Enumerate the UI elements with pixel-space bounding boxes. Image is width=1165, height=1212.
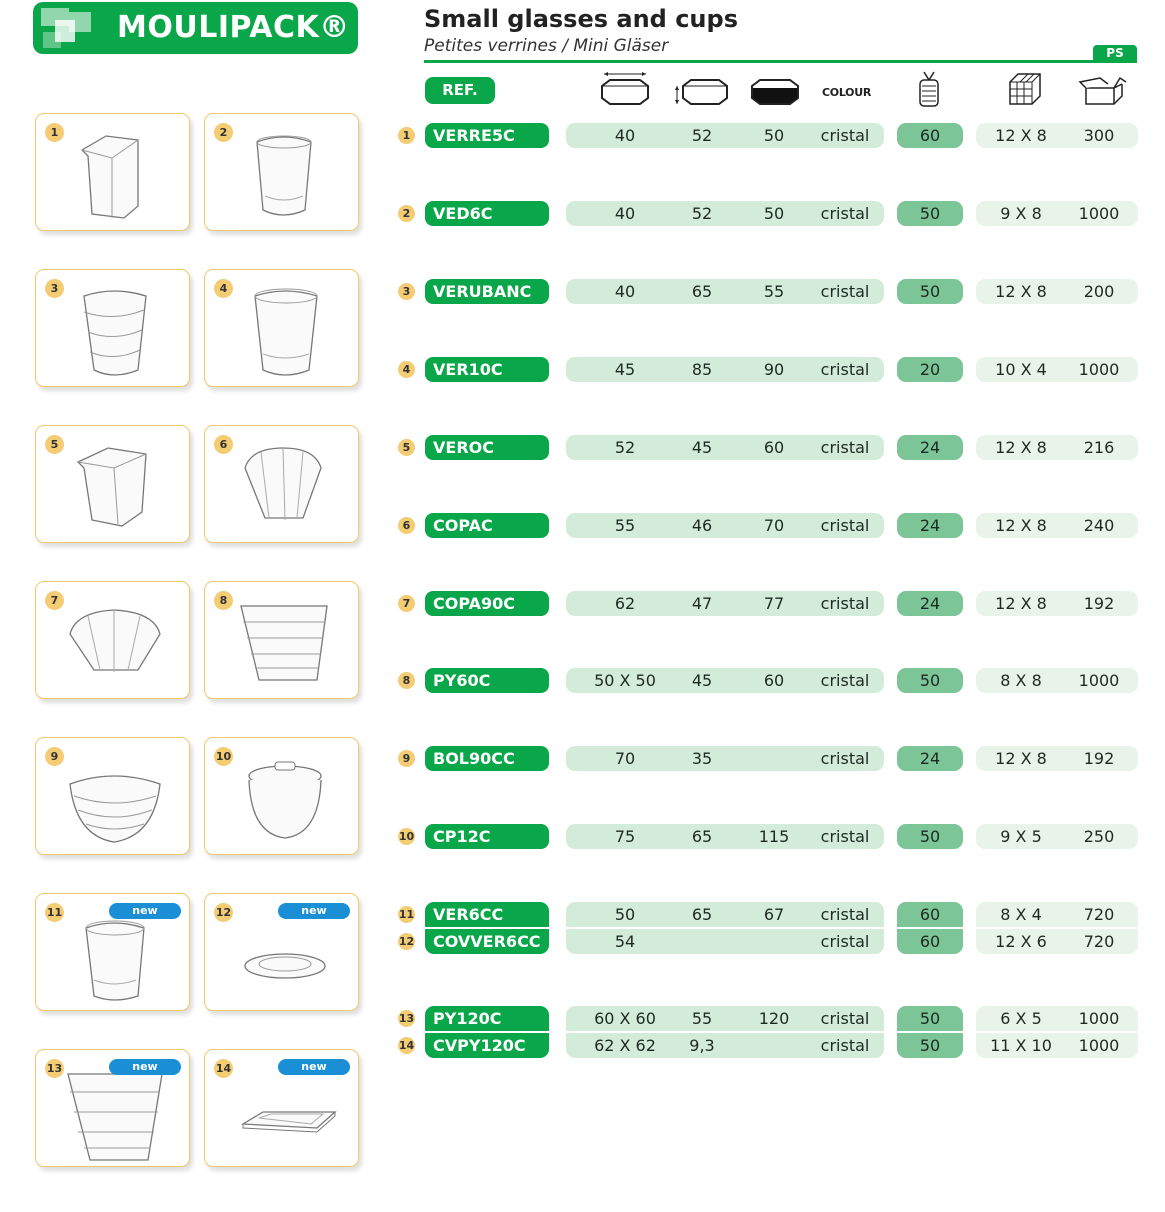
- colour-value: cristal: [820, 905, 870, 924]
- packing-cell: [976, 357, 1138, 382]
- dimension-height: 65: [691, 827, 713, 846]
- product-card: [204, 737, 359, 855]
- units-per-box: 1000: [1078, 204, 1120, 223]
- product-illustration: [62, 438, 172, 542]
- product-card: [35, 269, 190, 387]
- product-illustration: [231, 1062, 341, 1166]
- colour-value: cristal: [820, 749, 870, 768]
- row-number: 2: [398, 205, 415, 222]
- dimension-height: 65: [691, 905, 713, 924]
- stack-quantity: 60: [897, 902, 963, 927]
- dimension-volume: 60: [763, 671, 785, 690]
- product-ref: COPAC: [425, 513, 549, 538]
- carton-layout: 12 X 8: [995, 594, 1047, 613]
- product-ref: PY60C: [425, 668, 549, 693]
- units-per-box: 192: [1083, 749, 1115, 768]
- dimensions-cell: [566, 513, 884, 538]
- stack-quantity: 60: [897, 929, 963, 954]
- units-per-box: 200: [1083, 282, 1115, 301]
- product-ref: BOL90CC: [425, 746, 549, 771]
- width-dimension-icon: [598, 70, 652, 110]
- stack-quantity: 50: [897, 201, 963, 226]
- dimensions-cell: [566, 435, 884, 460]
- stack-quantity: 50: [897, 1033, 963, 1058]
- card-number: 7: [45, 591, 64, 610]
- row-number: 13: [398, 1012, 415, 1025]
- dimensions-cell: [566, 929, 884, 954]
- dimensions-cell: [566, 1033, 884, 1058]
- product-card: [35, 425, 190, 543]
- dimension-height: 52: [691, 204, 713, 223]
- dimension-height: 35: [691, 749, 713, 768]
- dimension-volume: 70: [763, 516, 785, 535]
- dimension-volume: 120: [758, 1009, 790, 1028]
- new-badge: new: [109, 1059, 181, 1075]
- stack-quantity: 50: [897, 1006, 963, 1031]
- dimension-width: 40: [614, 126, 636, 145]
- card-number: 6: [214, 435, 233, 454]
- colour-value: cristal: [820, 516, 870, 535]
- packing-cell: [976, 902, 1138, 927]
- row-number: 1: [398, 127, 415, 144]
- packing-cell: [976, 668, 1138, 693]
- card-number: 8: [214, 591, 233, 610]
- product-ref: VER10C: [425, 357, 549, 382]
- product-ref: CP12C: [425, 824, 549, 849]
- product-card: [35, 893, 190, 1011]
- product-card: [204, 269, 359, 387]
- carton-layout: 6 X 5: [1000, 1009, 1042, 1028]
- stack-quantity: 24: [897, 746, 963, 771]
- packing-cell: [976, 591, 1138, 616]
- packing-cell: [976, 824, 1138, 849]
- product-illustration: [231, 282, 341, 386]
- units-per-box: 192: [1083, 594, 1115, 613]
- product-illustration: [231, 126, 341, 230]
- packing-cell: [976, 201, 1138, 226]
- product-card: [204, 425, 359, 543]
- brand-logo: [33, 2, 358, 54]
- dimensions-cell: [566, 902, 884, 927]
- units-per-box: 240: [1083, 516, 1115, 535]
- product-card: [204, 113, 359, 231]
- open-box-icon: [1078, 70, 1128, 110]
- product-card: [35, 581, 190, 699]
- dimension-width: 55: [614, 516, 636, 535]
- colour-value: cristal: [820, 204, 870, 223]
- product-ref: VER6CC: [425, 902, 549, 927]
- carton-layout: 11 X 10: [990, 1036, 1052, 1055]
- carton-layout: 9 X 8: [1000, 204, 1042, 223]
- carton-layout: 12 X 8: [995, 126, 1047, 145]
- dimension-width: 40: [614, 282, 636, 301]
- page-title: Small glasses and cups: [424, 5, 738, 33]
- units-per-box: 300: [1083, 126, 1115, 145]
- colour-value: cristal: [820, 594, 870, 613]
- dimensions-cell: [566, 591, 884, 616]
- card-number: 1: [45, 123, 64, 142]
- dimensions-cell: [566, 201, 884, 226]
- dimension-height: 45: [691, 671, 713, 690]
- stack-quantity: 24: [897, 435, 963, 460]
- row-number: 4: [398, 361, 415, 378]
- stack-quantity: 50: [897, 668, 963, 693]
- row-number: 6: [398, 517, 415, 534]
- product-card: [35, 113, 190, 231]
- carton-layout: 8 X 4: [1000, 905, 1042, 924]
- dimension-volume: 50: [763, 204, 785, 223]
- dimensions-cell: [566, 746, 884, 771]
- dimension-width: 45: [614, 360, 636, 379]
- row-number: 3: [398, 283, 415, 300]
- card-number: 13: [45, 1059, 64, 1078]
- carton-layout: 9 X 5: [1000, 827, 1042, 846]
- row-number: 10: [398, 830, 415, 843]
- packing-cell: [976, 279, 1138, 304]
- material-badge: PS: [1093, 45, 1137, 62]
- product-card: [204, 581, 359, 699]
- packing-cell: [976, 746, 1138, 771]
- product-ref: PY120C: [425, 1006, 549, 1031]
- product-ref: VEROC: [425, 435, 549, 460]
- colour-value: cristal: [820, 932, 870, 951]
- product-card: [204, 893, 359, 1011]
- brand-name: MOULIPACK®: [117, 10, 350, 45]
- stack-quantity: 20: [897, 357, 963, 382]
- dimension-width: 62: [614, 594, 636, 613]
- product-illustration: [231, 438, 341, 542]
- stack-quantity: 50: [897, 279, 963, 304]
- dimension-height: 47: [691, 594, 713, 613]
- packing-cell: [976, 435, 1138, 460]
- ref-column-header: REF.: [425, 77, 495, 104]
- new-badge: new: [109, 903, 181, 919]
- dimension-width: 50 X 50: [594, 671, 656, 690]
- volume-icon: [748, 70, 802, 110]
- packing-cell: [976, 513, 1138, 538]
- colour-value: cristal: [820, 671, 870, 690]
- row-number: 9: [398, 750, 415, 767]
- dimension-volume: 67: [763, 905, 785, 924]
- product-illustration: [62, 126, 172, 230]
- dimension-volume: 90: [763, 360, 785, 379]
- card-number: 9: [45, 747, 64, 766]
- carton-layout: 12 X 6: [995, 932, 1047, 951]
- carton-layout: 10 X 4: [995, 360, 1047, 379]
- product-illustration: [62, 1062, 172, 1166]
- units-per-box: 1000: [1078, 1036, 1120, 1055]
- units-per-box: 216: [1083, 438, 1115, 457]
- product-illustration: [231, 906, 341, 1010]
- product-card: [35, 1049, 190, 1167]
- dimensions-cell: [566, 279, 884, 304]
- stack-quantity: 24: [897, 513, 963, 538]
- colour-value: cristal: [820, 438, 870, 457]
- carton-layout: 12 X 8: [995, 282, 1047, 301]
- dimension-volume: 77: [763, 594, 785, 613]
- dimension-width: 52: [614, 438, 636, 457]
- dimension-height: 55: [691, 1009, 713, 1028]
- carton-layout: 12 X 8: [995, 516, 1047, 535]
- dimensions-cell: [566, 668, 884, 693]
- packing-cell: [976, 1006, 1138, 1031]
- dimension-height: 65: [691, 282, 713, 301]
- row-number: 12: [398, 935, 415, 948]
- dimensions-cell: [566, 824, 884, 849]
- units-per-box: 1000: [1078, 1009, 1120, 1028]
- dimensions-cell: [566, 1006, 884, 1031]
- card-number: 5: [45, 435, 64, 454]
- card-number: 10: [214, 747, 233, 766]
- card-number: 12: [214, 903, 233, 922]
- new-badge: new: [278, 1059, 350, 1075]
- product-illustration: [62, 750, 172, 854]
- packing-cell: [976, 929, 1138, 954]
- dimension-width: 54: [614, 932, 636, 951]
- colour-value: cristal: [820, 360, 870, 379]
- dimension-width: 40: [614, 204, 636, 223]
- product-ref: VED6C: [425, 201, 549, 226]
- dimension-volume: 50: [763, 126, 785, 145]
- dimensions-cell: [566, 357, 884, 382]
- dimensions-cell: [566, 123, 884, 148]
- carton-layout: 12 X 8: [995, 438, 1047, 457]
- stack-quantity: 50: [897, 824, 963, 849]
- dimension-width: 75: [614, 827, 636, 846]
- dimension-height: 52: [691, 126, 713, 145]
- dimension-volume: 55: [763, 282, 785, 301]
- dimension-volume: 115: [758, 827, 790, 846]
- new-badge: new: [278, 903, 350, 919]
- dimension-height: 46: [691, 516, 713, 535]
- card-number: 4: [214, 279, 233, 298]
- units-per-box: 1000: [1078, 360, 1120, 379]
- units-per-box: 1000: [1078, 671, 1120, 690]
- card-number: 11: [45, 903, 64, 922]
- header-divider: [424, 60, 1137, 63]
- product-illustration: [62, 282, 172, 386]
- colour-value: cristal: [820, 827, 870, 846]
- colour-value: cristal: [820, 1036, 870, 1055]
- row-number: 8: [398, 672, 415, 689]
- carton-layout: 8 X 8: [1000, 671, 1042, 690]
- dimension-width: 62 X 62: [594, 1036, 656, 1055]
- product-illustration: [62, 906, 172, 1010]
- carton-layout: 12 X 8: [995, 749, 1047, 768]
- product-card: [35, 737, 190, 855]
- product-illustration: [62, 594, 172, 698]
- card-number: 2: [214, 123, 233, 142]
- packing-cell: [976, 123, 1138, 148]
- dimension-height: 45: [691, 438, 713, 457]
- dimension-height: 9,3: [689, 1036, 715, 1055]
- card-number: 14: [214, 1059, 233, 1078]
- product-ref: VERUBANC: [425, 279, 549, 304]
- product-ref: VERRE5C: [425, 123, 549, 148]
- units-per-box: 720: [1083, 905, 1115, 924]
- product-illustration: [231, 594, 341, 698]
- colour-value: cristal: [820, 282, 870, 301]
- units-per-box: 720: [1083, 932, 1115, 951]
- stack-quantity: 24: [897, 591, 963, 616]
- dimension-volume: 60: [763, 438, 785, 457]
- product-ref: CVPY120C: [425, 1033, 549, 1058]
- row-number: 14: [398, 1039, 415, 1052]
- carton-grid-icon: [1006, 70, 1044, 110]
- product-ref: COVVER6CC: [425, 929, 549, 954]
- stack-bag-icon: [914, 70, 944, 110]
- product-ref: COPA90C: [425, 591, 549, 616]
- stack-quantity: 60: [897, 123, 963, 148]
- colour-value: cristal: [820, 1009, 870, 1028]
- dimension-width: 60 X 60: [594, 1009, 656, 1028]
- dimension-height: 85: [691, 360, 713, 379]
- colour-column-header: COLOUR: [822, 86, 871, 99]
- packing-cell: [976, 1033, 1138, 1058]
- colour-value: cristal: [820, 126, 870, 145]
- dimension-width: 50: [614, 905, 636, 924]
- card-number: 3: [45, 279, 64, 298]
- row-number: 11: [398, 908, 415, 921]
- product-illustration: [231, 750, 341, 854]
- height-dimension-icon: [673, 70, 731, 110]
- page-subtitle: Petites verrines / Mini Gläser: [424, 36, 669, 56]
- dimension-width: 70: [614, 749, 636, 768]
- row-number: 7: [398, 595, 415, 612]
- product-card: [204, 1049, 359, 1167]
- row-number: 5: [398, 439, 415, 456]
- units-per-box: 250: [1083, 827, 1115, 846]
